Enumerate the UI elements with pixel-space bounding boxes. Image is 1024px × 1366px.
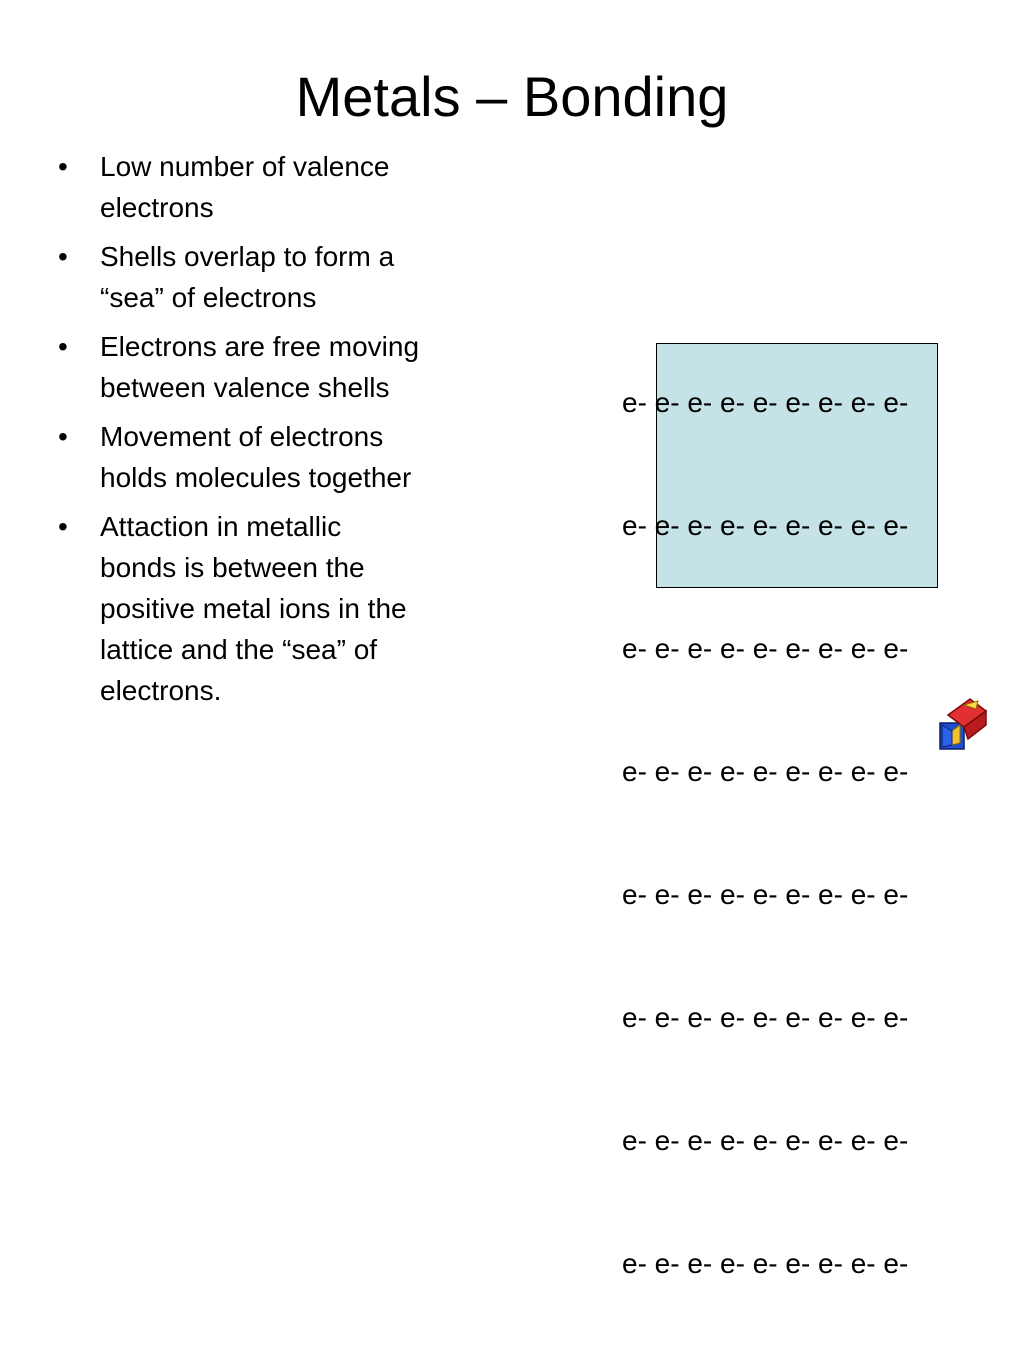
bullet-text-line: “sea” of electrons: [100, 282, 317, 313]
bullet-item: [58, 146, 508, 228]
bullet-marker: •: [58, 331, 68, 362]
bullet-item: [58, 326, 508, 408]
electron-row: e- e- e- e- e- e- e- e- e-: [622, 756, 909, 787]
bullet-text-line: holds molecules together: [100, 462, 412, 493]
bullet-marker: •: [58, 511, 68, 542]
bullet-marker: •: [58, 421, 68, 452]
electron-row: e- e- e- e- e- e- e- e- e-: [622, 1002, 909, 1033]
bullet-list: [58, 146, 508, 719]
electron-row: e- e- e- e- e- e- e- e- e-: [622, 1125, 909, 1156]
bullet-text-line: electrons: [100, 192, 214, 223]
bullet-marker: •: [58, 241, 68, 272]
bullet-text-line: electrons.: [100, 675, 222, 706]
presentation-arrow-logo-icon: [934, 695, 992, 751]
bullet-text-line: Attaction in metallic: [100, 511, 342, 542]
electron-row: e- e- e- e- e- e- e- e- e-: [622, 510, 909, 541]
bullet-text-line: lattice and the “sea” of: [100, 634, 378, 665]
bullet-marker: •: [58, 151, 68, 182]
bullet-text-line: between valence shells: [100, 372, 390, 403]
electron-row: e- e- e- e- e- e- e- e- e-: [622, 879, 909, 910]
slide-title: Metals – Bonding: [295, 65, 729, 128]
electron-row: e- e- e- e- e- e- e- e- e-: [622, 633, 909, 664]
electron-sea-diagram: [622, 300, 908, 1366]
bullet-text-line: positive metal ions in the: [100, 593, 407, 624]
bullet-item: [58, 506, 508, 711]
bullet-text-line: Electrons are free moving: [100, 331, 420, 362]
bullet-text-line: Shells overlap to form a: [100, 241, 395, 272]
electron-row: e- e- e- e- e- e- e- e- e-: [622, 387, 909, 418]
bullet-item: [58, 236, 508, 318]
bullet-text-line: bonds is between the: [100, 552, 365, 583]
bullet-text-line: Movement of electrons: [100, 421, 384, 452]
electron-row: e- e- e- e- e- e- e- e- e-: [622, 1248, 909, 1279]
bullet-item: [58, 416, 508, 498]
bullet-text-line: Low number of valence: [100, 151, 390, 182]
